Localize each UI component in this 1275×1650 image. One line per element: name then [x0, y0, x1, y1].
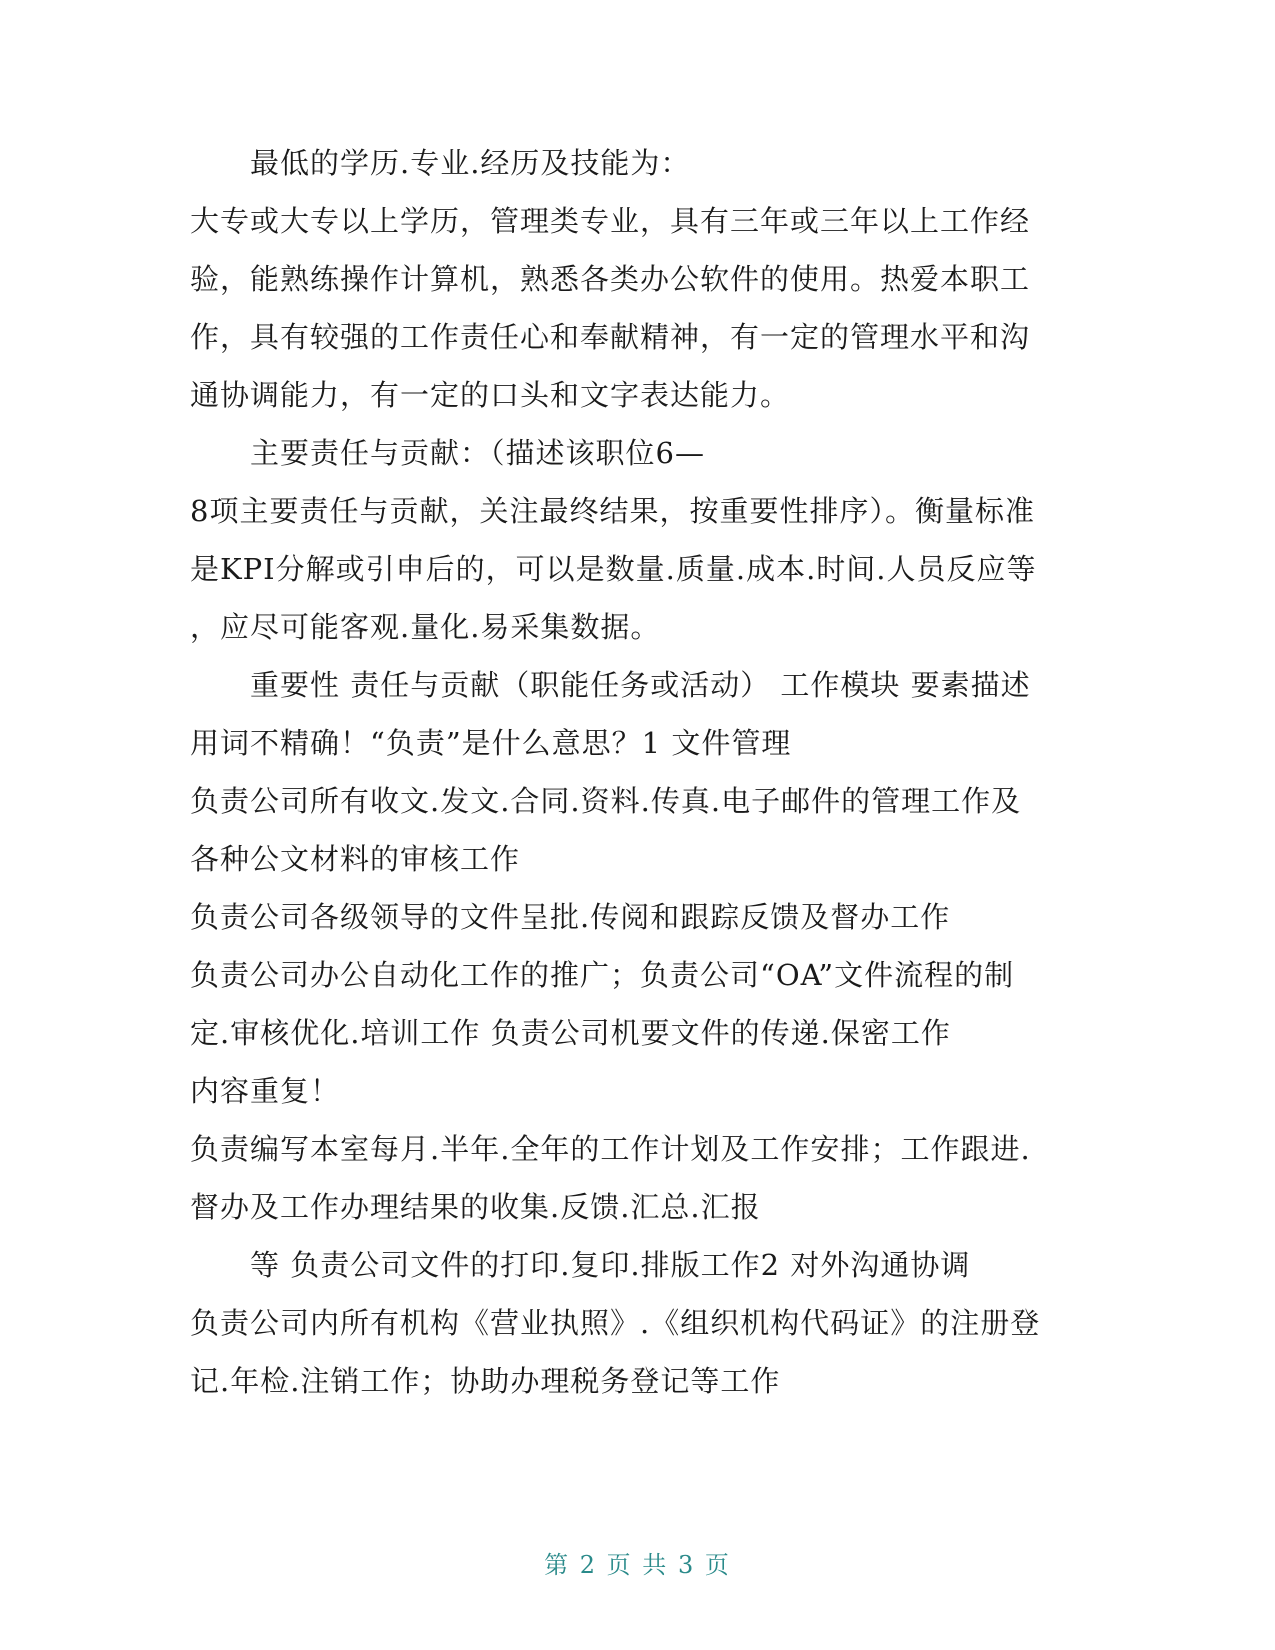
- text-line: 内容重复！: [190, 1074, 341, 1108]
- text-line: 是KPI分解或引申后的，可以是数量.质量.成本.时间.人员反应等: [190, 552, 1037, 586]
- text-line: 负责公司所有收文.发文.合同.资料.传真.电子邮件的管理工作及: [190, 784, 1022, 818]
- text-line: 负责公司各级领导的文件呈批.传阅和跟踪反馈及督办工作: [190, 900, 951, 934]
- text-line: 负责公司内所有机构《营业执照》.《组织机构代码证》的注册登: [190, 1306, 1041, 1340]
- text-line: 用词不精确！“负责”是什么意思？1 文件管理: [190, 726, 792, 760]
- page-number-footer: 第 2 页 共 3 页: [544, 1551, 731, 1579]
- text-line: 8项主要责任与贡献，关注最终结果，按重要性排序）。衡量标准: [190, 494, 1035, 528]
- text-line: ，应尽可能客观.量化.易采集数据。: [190, 610, 661, 644]
- text-line: 验，能熟练操作计算机，熟悉各类办公软件的使用。热爱本职工: [190, 262, 1031, 296]
- text-line: 各种公文材料的审核工作: [190, 842, 521, 876]
- text-line: 等 负责公司文件的打印.复印.排版工作2 对外沟通协调: [250, 1248, 971, 1282]
- text-line: 负责公司办公自动化工作的推广；负责公司“OA”文件流程的制: [190, 958, 1015, 992]
- text-line: 大专或大专以上学历，管理类专业，具有三年或三年以上工作经: [190, 204, 1031, 238]
- text-line: 作，具有较强的工作责任心和奉献精神，有一定的管理水平和沟: [190, 320, 1031, 354]
- text-line: 重要性 责任与贡献（职能任务或活动） 工作模块 要素描述: [250, 668, 1031, 702]
- text-line: 记.年检.注销工作；协助办理税务登记等工作: [190, 1364, 781, 1398]
- text-line: 定.审核优化.培训工作 负责公司机要文件的传递.保密工作: [190, 1016, 951, 1050]
- text-line: 主要责任与贡献：（描述该职位6—: [250, 436, 705, 470]
- text-line: 最低的学历.专业.经历及技能为：: [250, 146, 691, 180]
- text-line: 负责编写本室每月.半年.全年的工作计划及工作安排；工作跟进.: [190, 1132, 1031, 1166]
- text-line: 通协调能力，有一定的口头和文字表达能力。: [190, 378, 791, 412]
- text-line: 督办及工作办理结果的收集.反馈.汇总.汇报: [190, 1190, 761, 1224]
